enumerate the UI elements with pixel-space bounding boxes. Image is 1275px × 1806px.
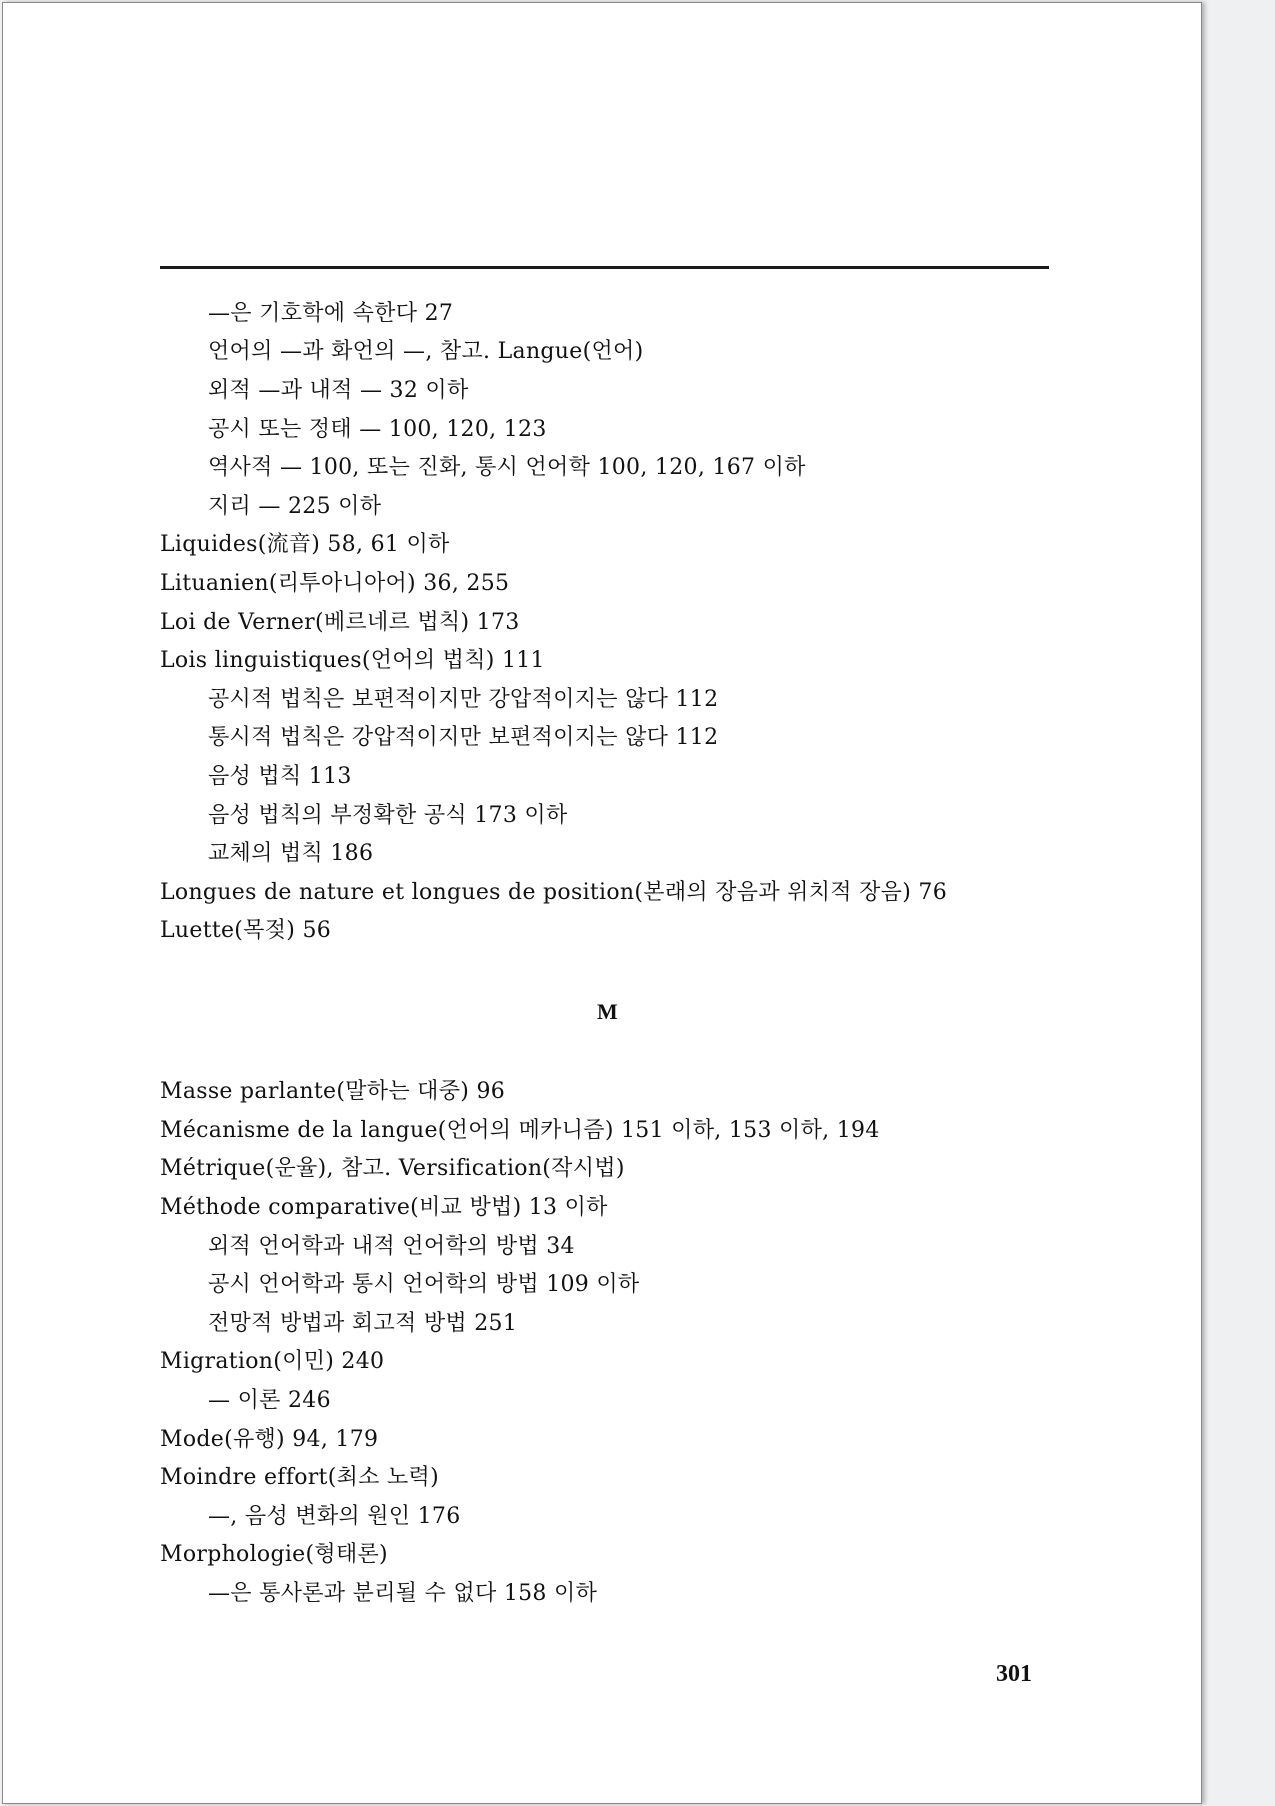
- index-subentry: —은 기호학에 속한다 27: [208, 301, 454, 326]
- index-subentry: 언어의 —과 화언의 —, 참고. Langue(언어): [208, 339, 644, 364]
- index-subentry: 교체의 법칙 186: [208, 841, 374, 866]
- index-subentry: —, 음성 변화의 원인 176: [208, 1504, 461, 1529]
- index-subentry: 공시 또는 정태 — 100, 120, 123: [208, 417, 547, 442]
- index-subentry: 전망적 방법과 회고적 방법 251: [208, 1311, 518, 1336]
- index-entry-lituanien: Lituanien(리투아니아어) 36, 255: [160, 571, 510, 596]
- index-entry-luette: Luette(목젖) 56: [160, 918, 332, 943]
- page-number: 301: [996, 1661, 1032, 1687]
- index-entry-mecanisme: Mécanisme de la langue(언어의 메카니즘) 151 이하, 153 이하, 194: [160, 1118, 880, 1143]
- index-entry-moindre-effort: Moindre effort(최소 노력): [160, 1465, 439, 1490]
- index-subentry: 외적 —과 내적 — 32 이하: [208, 378, 469, 403]
- index-entry-loi-de-verner: Loi de Verner(베르네르 법칙) 173: [160, 610, 520, 635]
- section-heading: M: [597, 999, 618, 1024]
- index-subentry: 통시적 법칙은 강압적이지만 보편적이지는 않다 112: [208, 725, 719, 750]
- index-subentry: 공시 언어학과 통시 언어학의 방법 109 이하: [208, 1272, 640, 1297]
- header-rule: [160, 266, 1049, 269]
- index-entry-mode: Mode(유행) 94, 179: [160, 1427, 379, 1452]
- index-subentry: 공시적 법칙은 보편적이지만 강압적이지는 않다 112: [208, 687, 719, 712]
- index-subentry: —은 통사론과 분리될 수 없다 158 이하: [208, 1581, 598, 1606]
- index-subentry: 음성 법칙의 부정확한 공식 173 이하: [208, 803, 568, 828]
- document-page: [2, 2, 1202, 1804]
- index-entry-liquides: Liquides(流音) 58, 61 이하: [160, 532, 450, 557]
- index-subentry: — 이론 246: [208, 1388, 331, 1413]
- index-subentry: 외적 언어학과 내적 언어학의 방법 34: [208, 1234, 575, 1259]
- index-subentry: 음성 법칙 113: [208, 764, 352, 789]
- index-entry-morphologie: Morphologie(형태론): [160, 1542, 388, 1567]
- index-entry-methode-comparative: Méthode comparative(비교 방법) 13 이하: [160, 1195, 608, 1220]
- index-entry-longues: Longues de nature et longues de position(본래의 장음과 위치적 장음) 76: [160, 880, 948, 905]
- index-entry-migration: Migration(이민) 240: [160, 1349, 385, 1374]
- index-entry-lois-linguistiques: Lois linguistiques(언어의 법칙) 111: [160, 648, 545, 673]
- index-entry-masse-parlante: Masse parlante(말하는 대중) 96: [160, 1079, 506, 1104]
- index-entry-metrique: Métrique(운율), 참고. Versification(작시법): [160, 1156, 625, 1181]
- index-subentry: 지리 — 225 이하: [208, 494, 382, 519]
- index-subentry: 역사적 — 100, 또는 진화, 통시 언어학 100, 120, 167 이하: [208, 455, 806, 480]
